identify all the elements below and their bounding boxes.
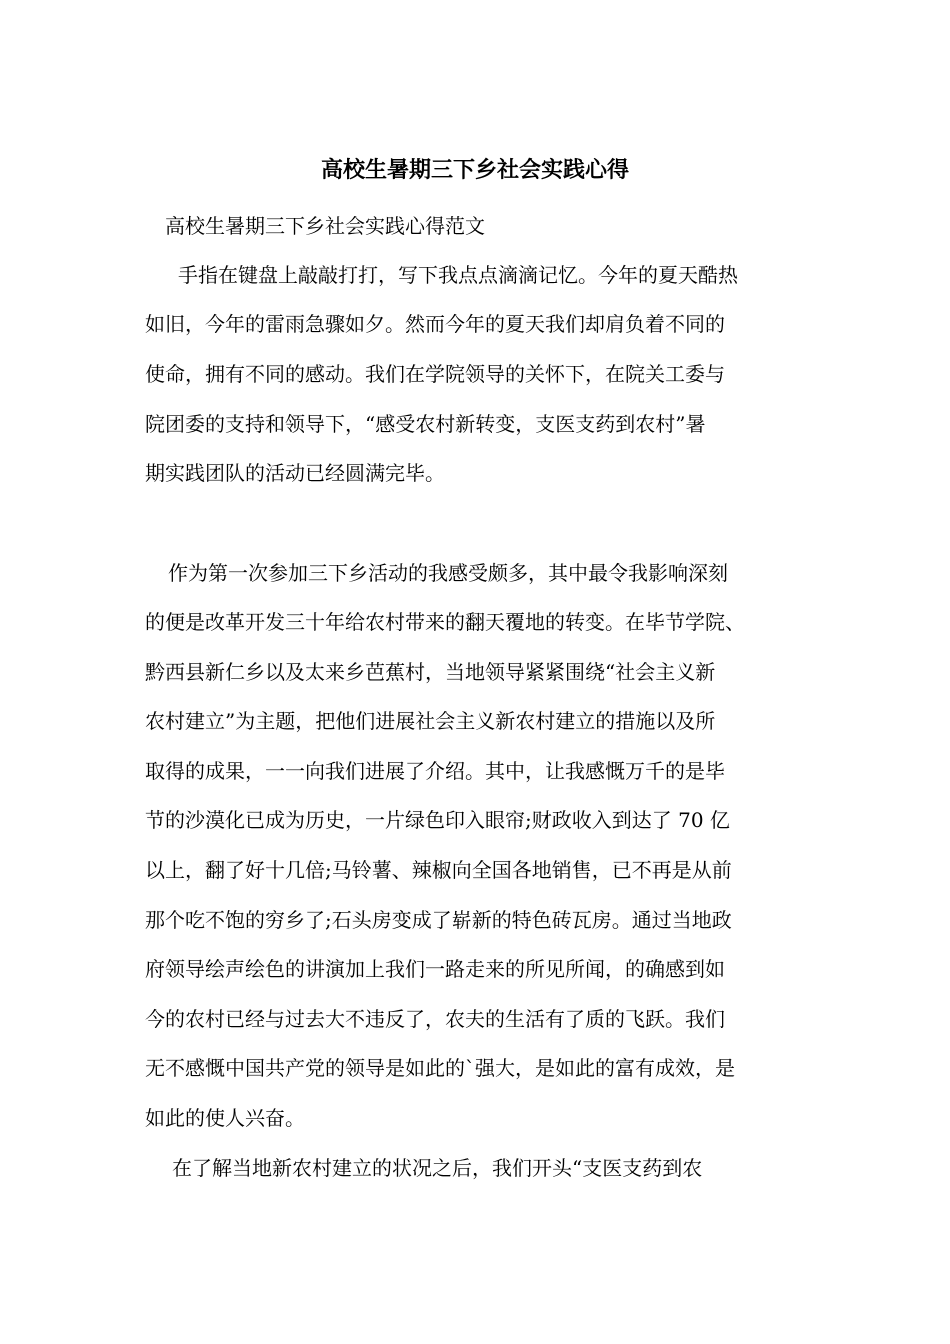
- document-subtitle: 高校生暑期三下乡社会实践心得范文: [165, 214, 485, 238]
- document-title: 高校生暑期三下乡社会实践心得: [320, 157, 629, 183]
- paragraph-2-line-1: 作为第一次参加三下乡活动的我感受颇多，其中最令我影响深刻: [168, 561, 728, 585]
- paragraph-2-line-10: 今的农村已经与过去大不违反了，农夫的生活有了质的飞跃。我们: [145, 1007, 725, 1031]
- paragraph-2-line-12: 如此的使人兴奋。: [145, 1106, 305, 1130]
- paragraph-1-line-5: 期实践团队的活动已经圆满完毕。: [145, 461, 445, 485]
- paragraph-2-line-2: 的便是改革开发三十年给农村带来的翻天覆地的转变。在毕节学院、: [145, 610, 745, 634]
- paragraph-2-line-8: 那个吃不饱的穷乡了;石头房变成了崭新的特色砖瓦房。通过当地政: [145, 908, 732, 932]
- paragraph-1-line-4: 院团委的支持和领导下，“感受农村新转变，支医支药到农村”暑: [145, 412, 706, 436]
- paragraph-2-line-3: 黔西县新仁乡以及太来乡芭蕉村，当地领导紧紧围绕“社会主义新: [145, 660, 716, 684]
- paragraph-2-line-5: 取得的成果，一一向我们进展了介绍。其中，让我感慨万千的是毕: [145, 759, 725, 783]
- paragraph-2-line-4: 农村建立”为主题，把他们进展社会主义新农村建立的措施以及所: [145, 709, 716, 733]
- paragraph-1-line-3: 使命，拥有不同的感动。我们在学院领导的关怀下，在院关工委与: [145, 362, 725, 386]
- paragraph-1-line-1: 手指在键盘上敲敲打打，写下我点点滴滴记忆。今年的夏天酷热: [178, 263, 738, 287]
- paragraph-2-line-11: 无不感慨中国共产党的领导是如此的`强大，是如此的富有成效，是: [145, 1056, 735, 1080]
- paragraph-2-line-7: 以上，翻了好十几倍;马铃薯、辣椒向全国各地销售，已不再是从前: [145, 858, 732, 882]
- paragraph-3-line-1: 在了解当地新农村建立的状况之后，我们开头“支医支药到农: [172, 1156, 703, 1180]
- paragraph-2-line-9: 府领导绘声绘色的讲演加上我们一路走来的所见所闻，的确感到如: [145, 957, 725, 981]
- paragraph-2-line-6: 节的沙漠化已成为历史，一片绿色印入眼帘;财政收入到达了 70 亿: [145, 808, 730, 832]
- paragraph-1-line-2: 如旧，今年的雷雨急骤如夕。然而今年的夏天我们却肩负着不同的: [145, 312, 725, 336]
